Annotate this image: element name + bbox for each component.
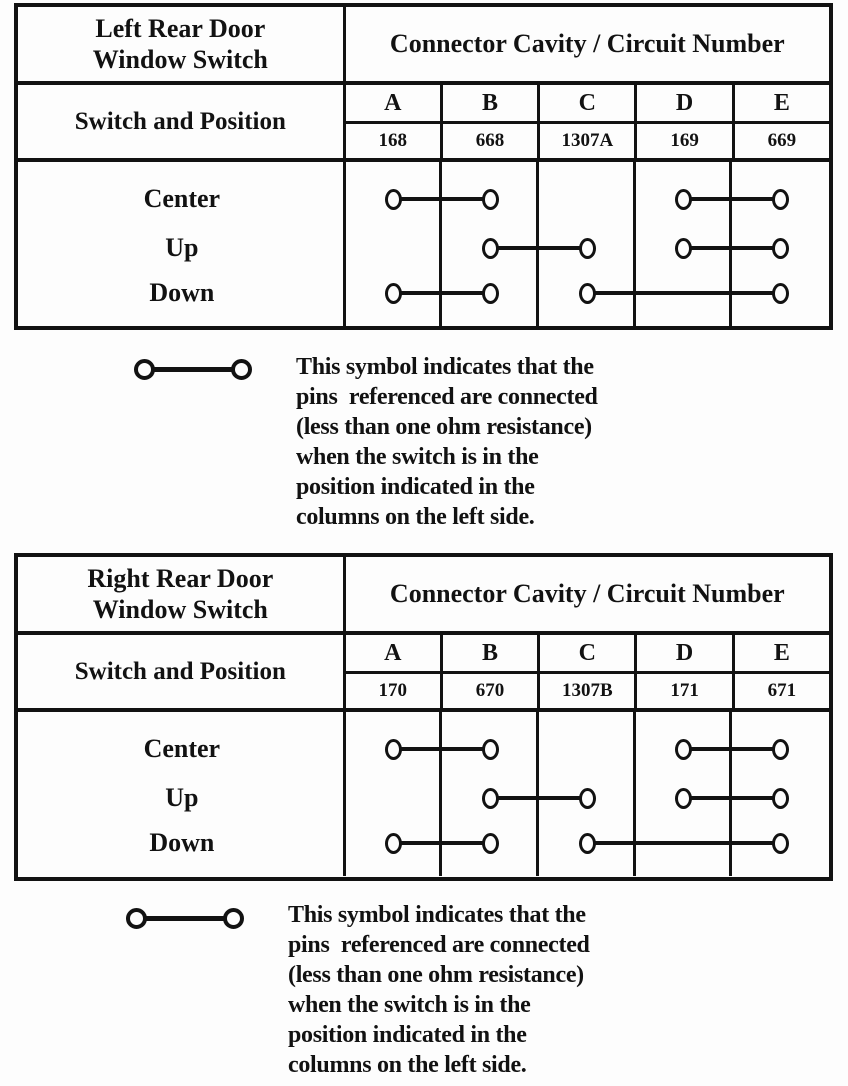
table-body: [18, 162, 829, 326]
pin-circle: [675, 238, 692, 259]
legend-text-line: This symbol indicates that the: [288, 902, 586, 928]
left-rear-door-switch-table: [14, 3, 833, 330]
legend-text-line: columns on the left side.: [288, 1052, 527, 1078]
connection-line: [401, 197, 484, 201]
connection-line: [401, 747, 484, 751]
legend-text-line: columns on the left side.: [296, 504, 535, 530]
pin-circle: [579, 788, 596, 809]
cavity-header-area: [346, 85, 829, 158]
pin-circle: [772, 189, 789, 210]
circuit-number-cell: 1307B: [540, 674, 637, 708]
circuit-number-cell: 670: [443, 674, 540, 708]
symbol-line: [143, 367, 243, 372]
column-border: [633, 712, 636, 876]
connection-line: [691, 197, 774, 201]
connection-line: [691, 796, 774, 800]
legend-text-line: pins referenced are connected: [296, 384, 598, 410]
symbol-pin-circle: [231, 359, 252, 380]
position-label: Down: [149, 828, 215, 857]
switch-title-line1: Right Rear Door: [87, 564, 274, 593]
legend-text: [296, 352, 598, 532]
right-rear-door-switch-table: [14, 553, 833, 881]
column-border: [633, 162, 636, 326]
connection-line: [401, 841, 484, 845]
symbol-line: [135, 916, 235, 921]
pin-circle: [772, 739, 789, 760]
legend-text: [288, 900, 590, 1080]
connected-pins-symbol: [134, 359, 252, 380]
legend-text-line: when the switch is in the: [296, 444, 539, 470]
symbol-pin-circle: [223, 908, 244, 929]
switch-title-line2: Window Switch: [92, 45, 268, 74]
legend-text-line: (less than one ohm resistance): [288, 962, 584, 988]
cavity-letter-cell: B: [443, 635, 540, 671]
column-border: [439, 162, 442, 326]
column-border: [439, 712, 442, 876]
column-border: [536, 162, 539, 326]
switch-position-header-label: Switch and Position: [74, 107, 286, 135]
table-subheader-row: [18, 85, 829, 162]
connection-zone: [346, 727, 829, 771]
legend-text-line: position indicated in the: [288, 1022, 527, 1048]
cavity-letter-cell: D: [637, 85, 734, 121]
table-body: [18, 712, 829, 876]
connection-zone: [346, 226, 829, 270]
cavity-letter-cell: C: [540, 635, 637, 671]
connection-line: [691, 747, 774, 751]
column-border: [536, 712, 539, 876]
circuit-number-cell: 669: [767, 130, 797, 151]
cavity-letter-cell: B: [443, 85, 540, 121]
connector-header-cell: [346, 7, 829, 81]
connector-header-cell: [346, 557, 829, 631]
connector-header-label: Connector Cavity / Circuit Number: [389, 579, 785, 608]
symbol-pin-circle: [134, 359, 155, 380]
connector-header-label: Connector Cavity / Circuit Number: [389, 29, 785, 58]
pin-circle: [482, 739, 499, 760]
position-label: Center: [143, 184, 221, 213]
switch-position-header-cell: [18, 635, 346, 708]
connection-line: [498, 796, 581, 800]
position-row: [18, 727, 829, 771]
connection-line: [401, 291, 484, 295]
legend-text-line: when the switch is in the: [288, 992, 531, 1018]
position-row: [18, 177, 829, 221]
cavity-letter-cell: D: [637, 635, 734, 671]
connection-line: [498, 246, 581, 250]
pin-circle: [675, 739, 692, 760]
position-row: [18, 821, 829, 865]
circuit-number-cell: 170: [346, 674, 443, 708]
column-divider: [343, 712, 346, 876]
cavity-letter-row: [346, 635, 829, 674]
symbol-pin-circle: [126, 908, 147, 929]
pin-circle: [385, 283, 402, 304]
position-label: Up: [165, 783, 199, 812]
pin-circle: [385, 833, 402, 854]
legend-block-bottom: [0, 898, 848, 1086]
pin-circle: [482, 283, 499, 304]
connection-line: [594, 841, 773, 845]
circuit-number-cell: 169: [637, 124, 734, 158]
legend-text-line: position indicated in the: [296, 474, 535, 500]
column-border: [729, 712, 732, 876]
connection-zone: [346, 177, 829, 221]
circuit-number-row: [346, 124, 829, 158]
circuit-number-cell: 171: [637, 674, 734, 708]
position-row: [18, 271, 829, 315]
position-label: Down: [149, 278, 215, 307]
pin-circle: [579, 833, 596, 854]
position-row: [18, 776, 829, 820]
pin-circle: [385, 739, 402, 760]
pin-circle: [579, 283, 596, 304]
table-title-row: [18, 557, 829, 635]
switch-title-cell: [18, 7, 346, 81]
pin-circle: [675, 788, 692, 809]
pin-circle: [385, 189, 402, 210]
circuit-number-cell: 671: [767, 680, 797, 701]
pin-circle: [772, 788, 789, 809]
cavity-letter-cell: A: [346, 635, 443, 671]
pin-circle: [772, 283, 789, 304]
pin-circle: [675, 189, 692, 210]
cavity-header-area: [346, 635, 829, 708]
position-label: Center: [143, 734, 221, 763]
circuit-number-cell: 668: [443, 124, 540, 158]
legend-text-line: This symbol indicates that the: [296, 354, 594, 380]
switch-position-header-label: Switch and Position: [74, 657, 286, 685]
cavity-letter-cell: E: [773, 639, 790, 666]
cavity-letter-cell: E: [773, 89, 790, 116]
cavity-letter-cell: C: [540, 85, 637, 121]
pin-circle: [772, 238, 789, 259]
connection-zone: [346, 271, 829, 315]
pin-circle: [482, 788, 499, 809]
table-subheader-row: [18, 635, 829, 712]
connection-zone: [346, 776, 829, 820]
switch-title-line1: Left Rear Door: [95, 14, 266, 43]
position-row: [18, 226, 829, 270]
circuit-number-row: [346, 674, 829, 708]
legend-text-line: (less than one ohm resistance): [296, 414, 592, 440]
pin-circle: [482, 238, 499, 259]
cavity-letter-row: [346, 85, 829, 124]
position-label: Up: [165, 233, 199, 262]
legend-text-line: pins referenced are connected: [288, 932, 590, 958]
connection-line: [594, 291, 773, 295]
connection-line: [691, 246, 774, 250]
table-title-row: [18, 7, 829, 85]
pin-circle: [482, 189, 499, 210]
switch-title-cell: [18, 557, 346, 631]
pin-circle: [579, 238, 596, 259]
column-divider: [343, 162, 346, 326]
legend-block-top: [0, 350, 848, 540]
connected-pins-symbol: [126, 908, 244, 929]
pin-circle: [772, 833, 789, 854]
column-border: [729, 162, 732, 326]
switch-position-header-cell: [18, 85, 346, 158]
circuit-number-cell: 1307A: [540, 124, 637, 158]
cavity-letter-cell: A: [346, 85, 443, 121]
pin-circle: [482, 833, 499, 854]
switch-title-line2: Window Switch: [92, 595, 268, 624]
circuit-number-cell: 168: [346, 124, 443, 158]
connection-zone: [346, 821, 829, 865]
